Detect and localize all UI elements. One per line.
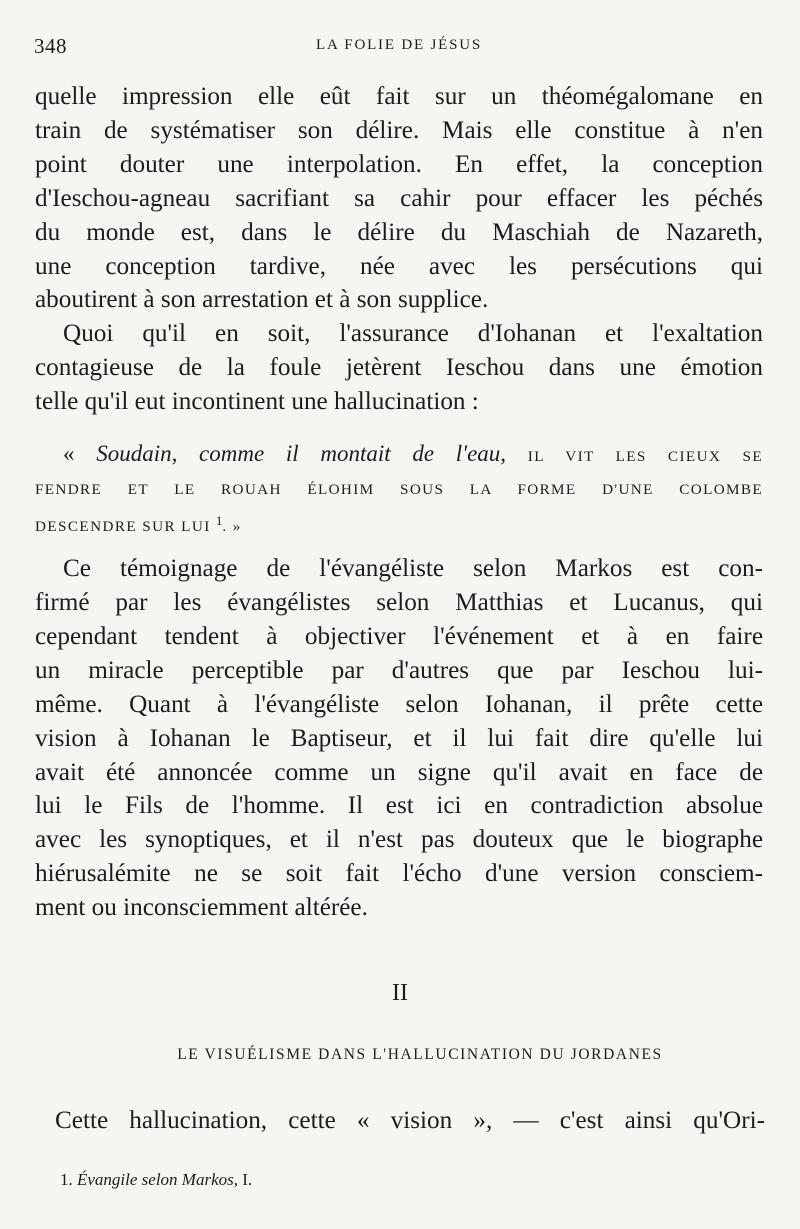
text-line: telle qu'il eut incontinent une hallucination : (35, 388, 479, 416)
footnote-title: Évangile selon Markos (77, 1170, 234, 1189)
text-line: point douter une interpolation. En effet, la conception (35, 150, 763, 178)
text-line: un miracle perceptible par d'autres que par Ieschou lui- (35, 656, 763, 684)
quote-close-mark: . » (222, 518, 242, 536)
quote-line-3 (35, 506, 763, 542)
text-line: Quoi qu'il en soit, l'assurance d'Iohanan et l'exaltation (63, 320, 763, 348)
text-line: firmé par les évangélistes selon Matthias et Lucanus, qui (35, 589, 763, 617)
text-line: quelle impression elle eût fait sur un théomégalomane en (35, 83, 763, 110)
paragraph-3 (35, 552, 763, 925)
text-line: du monde est, dans le délire du Maschiah de Nazareth, (35, 218, 763, 246)
section-title: LE VISUÉLISME DANS L'HALLUCINATION DU JORDANES (177, 1046, 663, 1063)
text-line: hiérusalémite ne se soit fait l'écho d'une version consciem- (35, 860, 763, 888)
text-line: lui le Fils de l'homme. Il est ici en contradiction absolue (35, 792, 763, 820)
paragraph-4: Cette hallucination, cette « vision », — c'est ainsi qu'Ori- (55, 1107, 765, 1134)
quote-line-2: FENDRE ET LE ROUAH ÉLOHIM SOUS LA FORME D'UNE COLOMBE (35, 481, 763, 499)
section-numeral: II (392, 980, 408, 1006)
paragraph-1 (35, 80, 763, 317)
quote-line-1 (35, 437, 763, 473)
quote-caps-end: DESCENDRE SUR LUI (35, 518, 211, 536)
text-line: aboutirent à son arrestation et à son supplice. (35, 286, 489, 314)
text-line: Ce témoignage de l'évangéliste selon Markos est con- (63, 555, 763, 583)
footnote-rest: , I. (233, 1170, 253, 1189)
quote-italic: Soudain, comme il montait de l'eau, (96, 441, 507, 467)
block-quote (35, 437, 763, 542)
text-line: vision à Iohanan le Baptiseur, et il lui fait dire qu'elle lui (35, 724, 763, 752)
page-number: 348 (34, 34, 67, 58)
footnote-number: 1. (60, 1170, 73, 1189)
footnote-reference: 1 (215, 513, 223, 529)
quote-caps: IL VIT LES CIEUX SE (527, 448, 763, 466)
page-header (34, 34, 764, 64)
text-line: train de systématiser son délire. Mais elle constitue à n'en (35, 116, 763, 144)
text-line: avec les synoptiques, et il n'est pas douteux que le biographe (35, 826, 763, 854)
quote-open-mark: « (63, 441, 75, 467)
footnote (60, 1170, 252, 1190)
paragraph-2 (35, 317, 763, 419)
text-line: d'Ieschou-agneau sacrifiant sa cahir pour effacer les péchés (35, 184, 763, 212)
text-line: cependant tendent à objectiver l'événement et à en faire (35, 622, 763, 650)
text-line: une conception tardive, née avec les persécutions qui (35, 252, 763, 280)
text-line: ment ou inconsciemment altérée. (35, 894, 368, 922)
page-body (35, 80, 763, 925)
running-title: LA FOLIE DE JÉSUS (315, 37, 483, 53)
text-line: même. Quant à l'évangéliste selon Iohanan, il prête cette (35, 690, 763, 718)
text-line: avait été annoncée comme un signe qu'il avait en face de (35, 758, 763, 786)
text-line: contagieuse de la foule jetèrent Ieschou dans une émotion (35, 354, 763, 382)
